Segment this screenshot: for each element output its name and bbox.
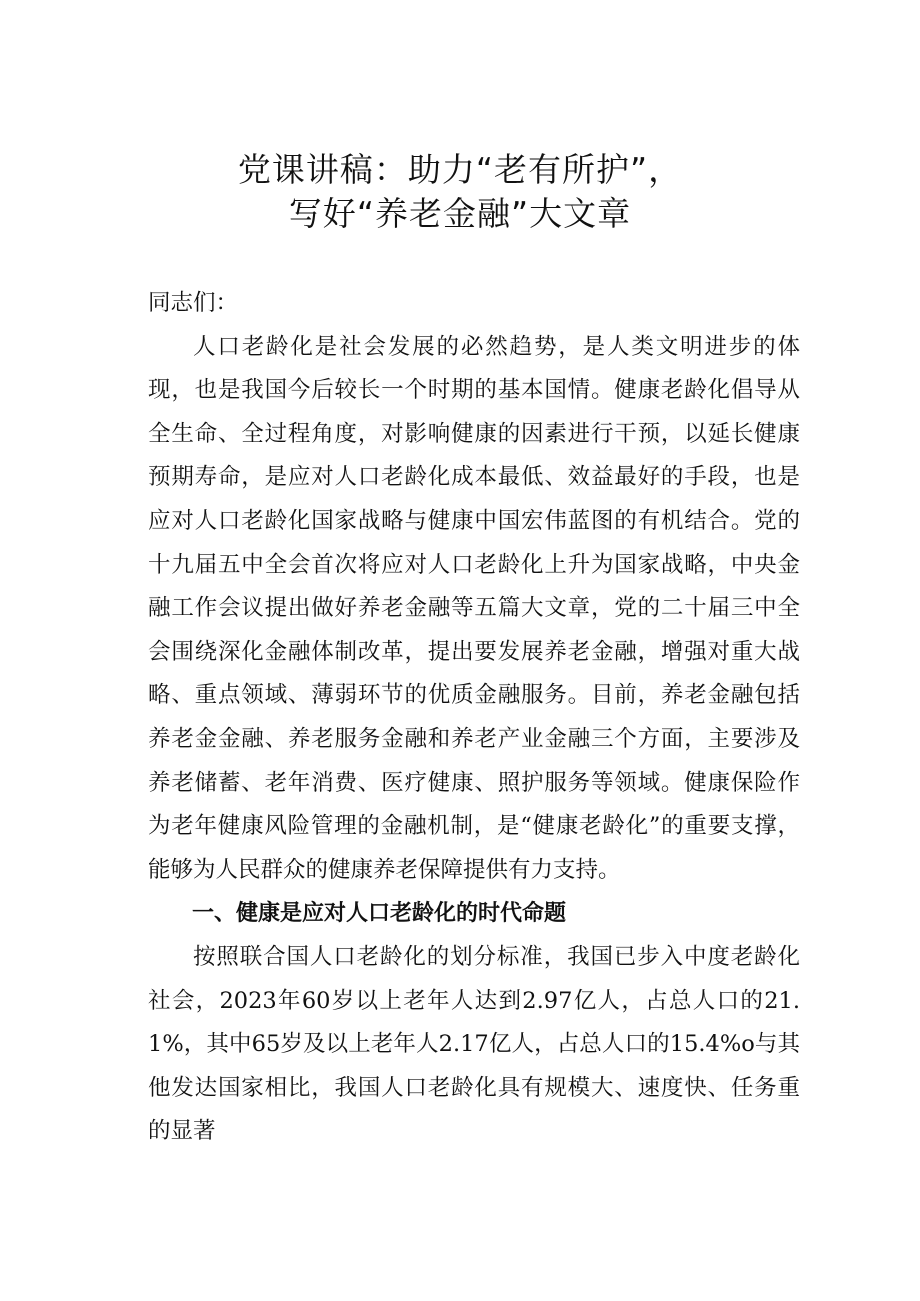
salutation: 同志们：	[148, 290, 239, 316]
paragraph-section-1: 按照联合国人口老龄化的划分标准，我国已步入中度老龄化社会，2023年60岁以上老年人达到2.97亿人，占总人口的21.1%，其中65岁及以上老年人2.17亿人，占总人口的15.4%o与其他发达国家相比，我国人口老龄化具有规模大、速度快、任务重的显著	[148, 943, 800, 1145]
section-heading-1: 一、健康是应对人口老龄化的时代命题	[192, 901, 567, 927]
document-body	[148, 282, 800, 1154]
title-line-1: 党课讲稿：助力“老有所护”，	[237, 150, 683, 189]
paragraph-intro: 人口老龄化是社会发展的必然趋势，是人类文明进步的体现，也是我国今后较长一个时期的基本国情。健康老龄化倡导从全生命、全过程角度，对影响健康的因素进行干预，以延长健康预期寿命，是应对人口老龄化成本最低、效益最好的手段，也是应对人口老龄化国家战略与健康中国宏伟蓝图的有机结合。党的十九届五中全会首次将应对人口老龄化上升为国家战略，中央金融工作会议提出做好养老金融等五篇大文章，党的二十届三中全会围绕深化金融体制改革，提出要发展养老金融，增强对重大战略、重点领域、薄弱环节的优质金融服务。目前，养老金融包括养老金金融、养老服务金融和养老产业金融三个方面，主要涉及养老储蓄、老年消费、医疗健康、照护服务等领域。健康保险作为老年健康风险管理的金融机制，是“健康老龄化”的重要支撑，能够为人民群众的健康养老保障提供有力支持。	[148, 333, 800, 883]
document-title	[0, 148, 920, 236]
title-line-2: 写好“养老金融”大文章	[288, 194, 632, 233]
